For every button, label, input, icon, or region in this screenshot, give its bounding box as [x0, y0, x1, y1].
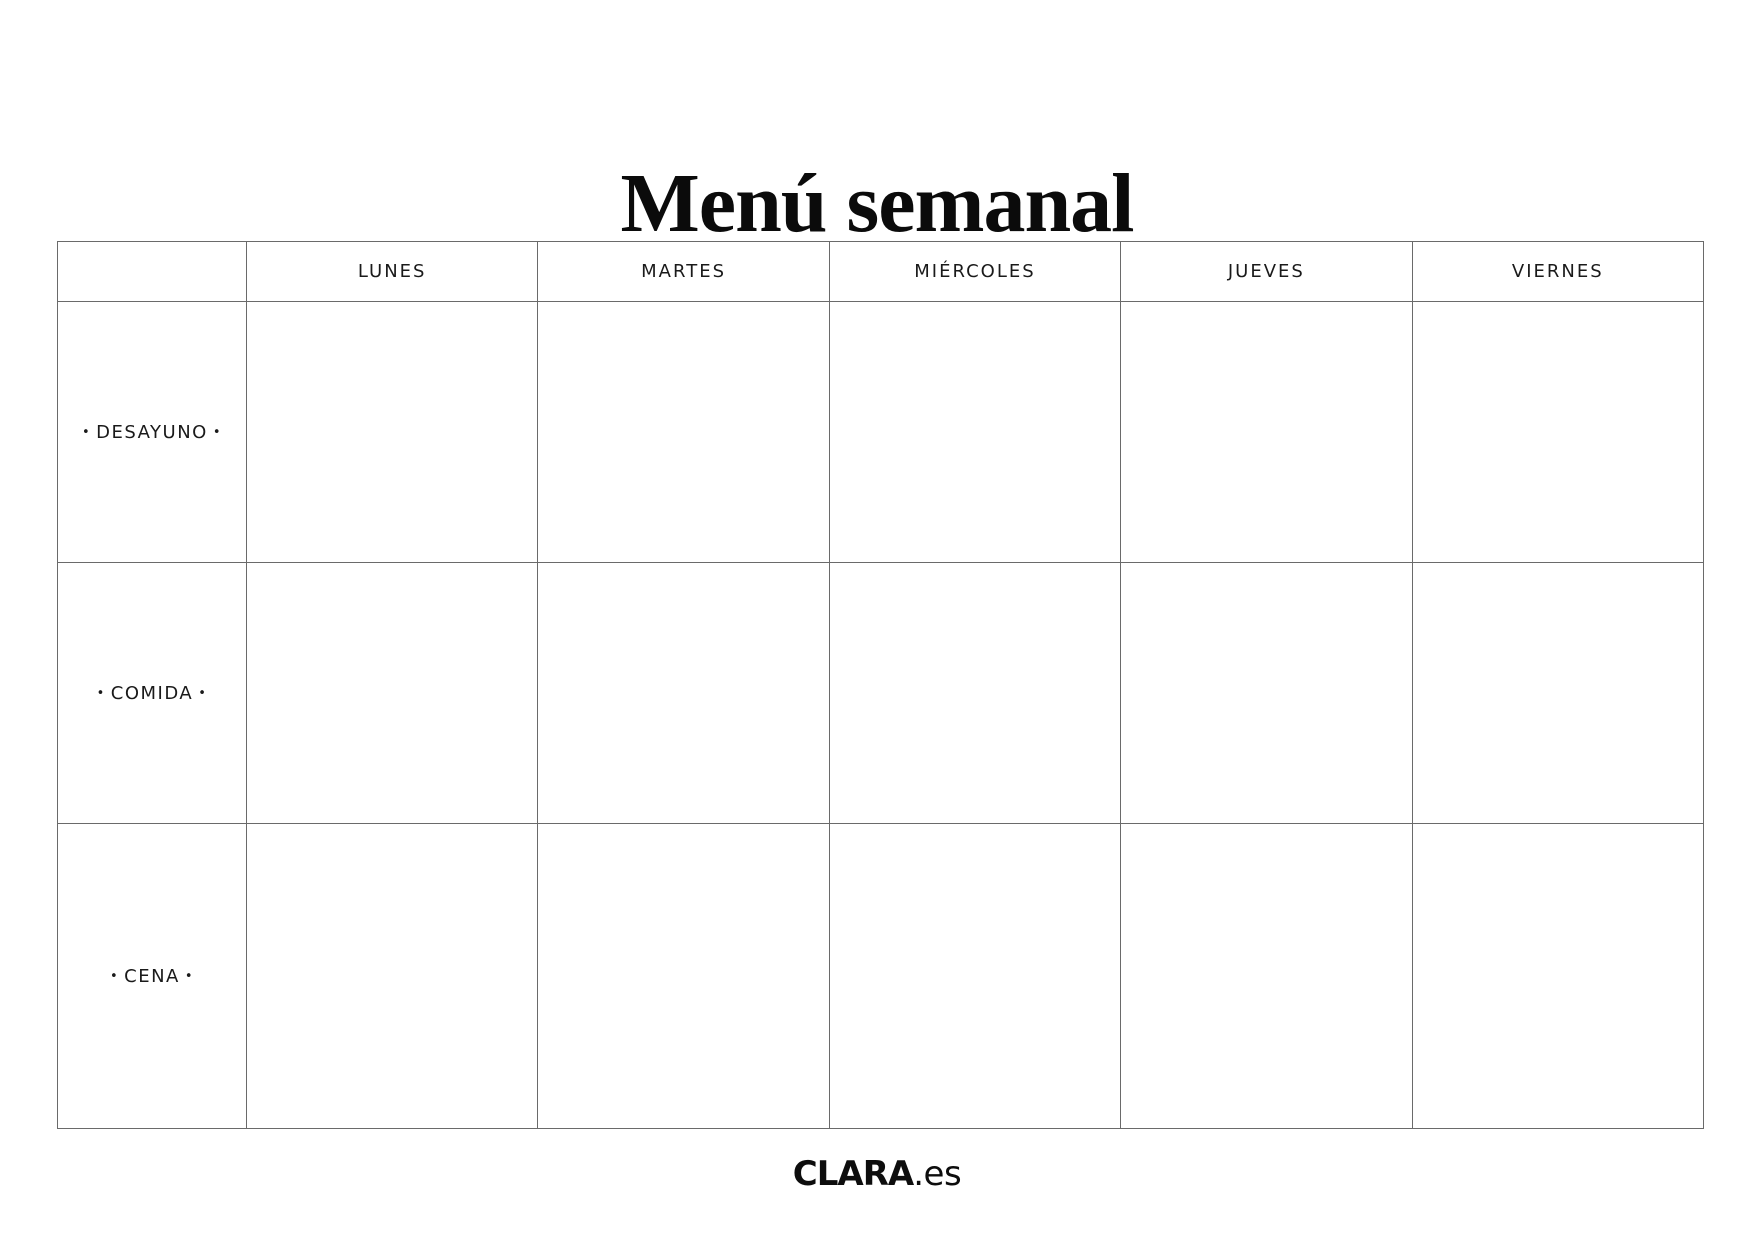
day-header-thursday: [1121, 242, 1412, 302]
bullet-dot-icon: •: [212, 425, 223, 440]
day-header-wednesday: [829, 242, 1120, 302]
menu-cell[interactable]: [829, 824, 1120, 1129]
menu-cell[interactable]: [829, 563, 1120, 824]
meal-label: • CENA •: [105, 966, 199, 987]
bullet-dot-icon: •: [198, 686, 208, 701]
day-header-tuesday: [538, 242, 829, 302]
corner-cell: [58, 242, 247, 302]
menu-cell[interactable]: [247, 563, 538, 824]
menu-cell[interactable]: [1412, 824, 1703, 1129]
bullet-dot-icon: •: [109, 969, 120, 984]
table-row-lunch: [58, 563, 1704, 824]
meal-label: • COMIDA •: [92, 683, 213, 704]
menu-cell[interactable]: [1412, 563, 1703, 824]
table-header-row: [58, 242, 1704, 302]
brand-domain: .es: [913, 1154, 962, 1194]
menu-cell[interactable]: [538, 563, 829, 824]
meal-label: • DESAYUNO •: [77, 422, 227, 443]
menu-cell[interactable]: [247, 302, 538, 563]
menu-cell[interactable]: [538, 824, 829, 1129]
day-label: LUNES: [357, 261, 427, 282]
day-label: VIERNES: [1511, 261, 1604, 282]
page-title: Menú semanal: [620, 157, 1134, 251]
day-label: MARTES: [641, 261, 726, 282]
menu-cell[interactable]: [1121, 563, 1412, 824]
bullet-dot-icon: •: [96, 686, 106, 701]
bullet-dot-icon: •: [184, 969, 195, 984]
brand-name: CLARA: [792, 1154, 914, 1194]
menu-cell[interactable]: [538, 302, 829, 563]
menu-cell[interactable]: [1121, 824, 1412, 1129]
bullet-dot-icon: •: [81, 425, 92, 440]
meal-header-lunch: [58, 563, 247, 824]
day-label: JUEVES: [1227, 261, 1305, 282]
meal-header-breakfast: [58, 302, 247, 563]
brand-logo: [0, 1152, 1754, 1196]
weekly-menu-table: [57, 241, 1704, 1129]
meal-header-dinner: [58, 824, 247, 1129]
menu-cell[interactable]: [247, 824, 538, 1129]
menu-cell[interactable]: [829, 302, 1120, 563]
table-row-breakfast: [58, 302, 1704, 563]
menu-cell[interactable]: [1412, 302, 1703, 563]
day-header-monday: [247, 242, 538, 302]
table-row-dinner: [58, 824, 1704, 1129]
menu-cell[interactable]: [1121, 302, 1412, 563]
day-header-friday: [1412, 242, 1703, 302]
day-label: MIÉRCOLES: [914, 261, 1036, 282]
